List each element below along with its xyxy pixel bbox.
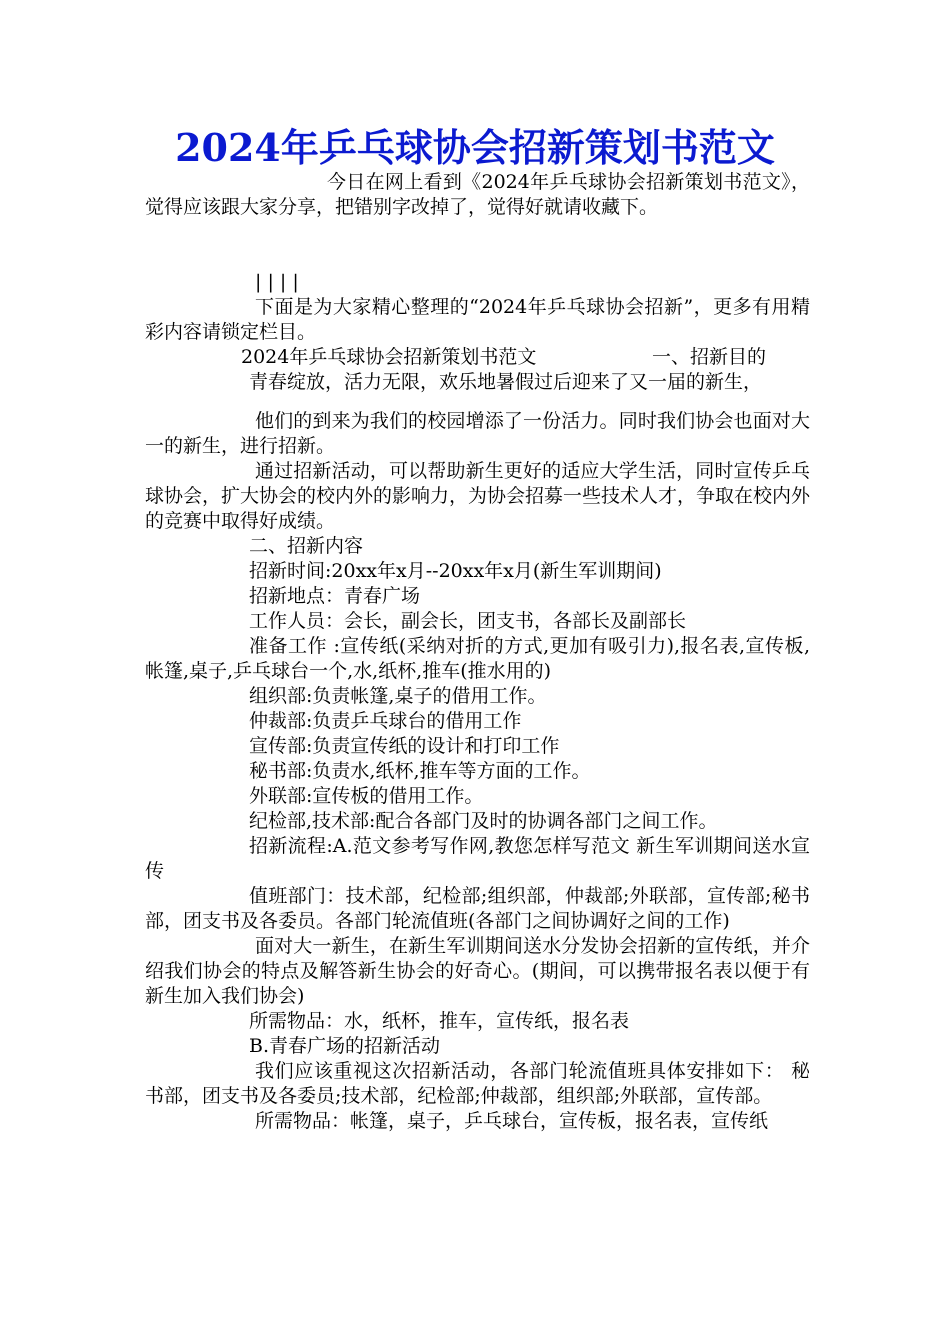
document-body [145, 170, 810, 1134]
subtitle-line [145, 345, 810, 370]
intro-paragraph: 今日在网上看到《2024年乒乓球协会招新策划书范文》，觉得应该跟大家分享，把错别字改掉了，觉得好就请收藏下。 [145, 171, 810, 218]
section-heading-2: 二、招新内容 [249, 535, 364, 557]
attention-paragraph: 我们应该重视这次招新活动，各部门轮流值班具体安排如下： 秘书部，团支书及各委员;技术部，纪检部;仲裁部，组织部;外联部，宣传部。 [145, 1060, 810, 1107]
recruit-time: 招新时间:20xx年x月--20xx年x月(新生军训期间) [249, 560, 662, 582]
items-needed-2: 所需物品：帐篷，桌子，乒乓球台，宣传板，报名表，宣传纸 [255, 1110, 769, 1132]
section-b-heading: B.青春广场的招新活动 [249, 1035, 441, 1057]
items-needed-1: 所需物品：水，纸杯，推车，宣传纸，报名表 [249, 1010, 630, 1032]
recruit-prep: 准备工作 :宣传纸(采纳对折的方式,更加有吸引力),报名表,宣传板,帐篷,桌子,乒乓球台一个,水,纸杯,推车(推水用的) [145, 635, 810, 682]
dept-secretary: 秘书部:负责水,纸杯,推车等方面的工作。 [249, 760, 591, 782]
dept-publicity: 宣传部:负责宣传纸的设计和打印工作 [249, 735, 560, 757]
spacer [145, 220, 810, 270]
recruit-staff: 工作人员：会长，副会长，团支书，各部长及副部长 [249, 610, 687, 632]
purpose-paragraph-3: 通过招新活动，可以帮助新生更好的适应大学生活，同时宣传乒乓球协会，扩大协会的校内外的影响力，为协会招募一些技术人才，争取在校内外的竞赛中取得好成绩。 [145, 460, 811, 532]
recruit-flow: 招新流程:A.范文参考写作网,教您怎样写范文 新生军训期间送水宣传 [145, 835, 810, 882]
separator-line: | | | | [255, 271, 299, 293]
lead-paragraph: 下面是为大家精心整理的“2024年乒乓球协会招新”，更多有用精彩内容请锁定栏目。 [145, 296, 810, 343]
dept-discipline: 纪检部,技术部:配合各部门及时的协调各部门之间工作。 [249, 810, 718, 832]
dept-arbitration: 仲裁部:负责乒乓球台的借用工作 [249, 710, 522, 732]
dept-organization: 组织部:负责帐篷,桌子的借用工作。 [249, 685, 547, 707]
subtitle-left: 2024年乒乓球协会招新策划书范文 [241, 346, 537, 368]
purpose-paragraph-1: 青春绽放，活力无限，欢乐地暑假过后迎来了又一届的新生， [249, 371, 763, 393]
recruit-place: 招新地点：青春广场 [249, 585, 421, 607]
face-freshmen-paragraph: 面对大一新生，在新生军训期间送水分发协会招新的宣传纸，并介绍我们协会的特点及解答新生协会的好奇心。(期间，可以携带报名表以便于有新生加入我们协会) [145, 935, 810, 1007]
document-title: 2024年乒乓球协会招新策划书范文 [175, 125, 775, 170]
subtitle-right: 一、招新目的 [651, 346, 766, 368]
duty-departments: 值班部门：技术部，纪检部;组织部，仲裁部;外联部，宣传部;秘书部，团支书及各委员。各部门轮流值班(各部门之间协调好之间的工作) [145, 885, 810, 932]
dept-liaison: 外联部:宣传板的借用工作。 [249, 785, 484, 807]
purpose-paragraph-2: 他们的到来为我们的校园增添了一份活力。同时我们协会也面对大一的新生，进行招新。 [145, 410, 810, 457]
